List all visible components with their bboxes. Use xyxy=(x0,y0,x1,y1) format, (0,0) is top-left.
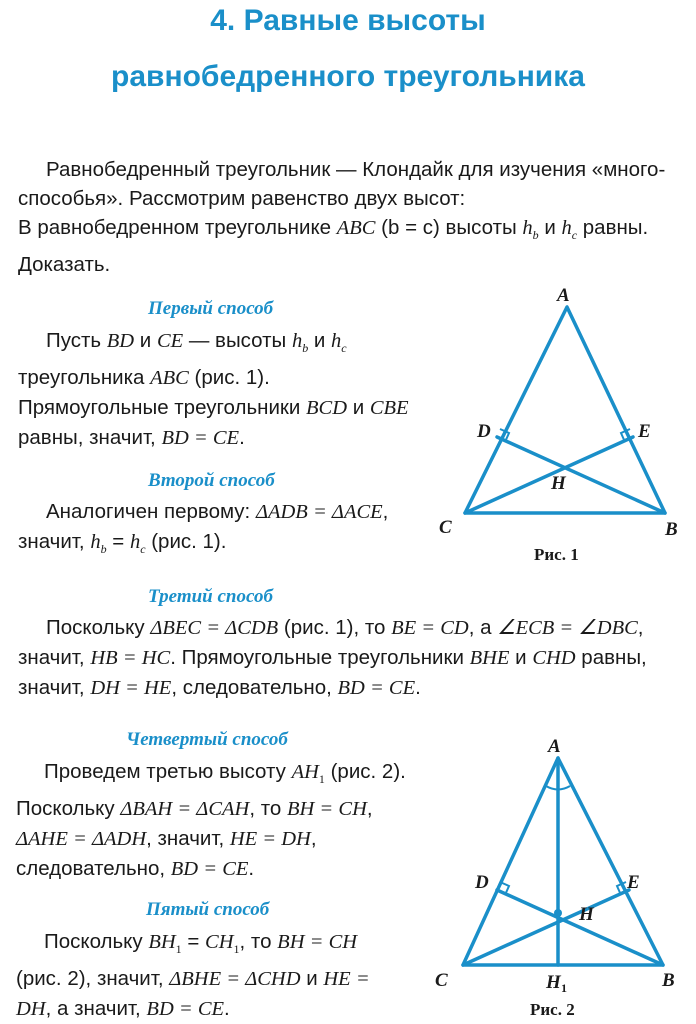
fig1-altitude-ce xyxy=(465,437,633,513)
m1-bd: BD xyxy=(106,330,135,352)
m3-eq2: BE = CD xyxy=(391,617,469,639)
m4-eq5: BD = CE xyxy=(170,858,249,881)
m4-t5: , значит, xyxy=(146,827,230,851)
m3-eq6: BD = CE xyxy=(337,677,416,699)
m1-hb-sub: b xyxy=(302,341,309,356)
m1-hb: h xyxy=(291,330,303,352)
m5-eq4: BD = CE xyxy=(146,998,225,1021)
fig1-label-b: B xyxy=(665,519,678,540)
m5-bh: BH xyxy=(148,931,176,953)
m5-eqs: = xyxy=(181,930,206,953)
m2-hb: h xyxy=(90,531,101,553)
m5-t5: , а значит, xyxy=(45,997,147,1021)
fig2-altitude-bd xyxy=(497,890,663,965)
fig1-label-d: D xyxy=(477,421,491,442)
method-2-text xyxy=(18,497,410,564)
m1-t9: . xyxy=(239,426,245,450)
m3-t8: , следовательно, xyxy=(171,676,338,699)
fig1-label-e: E xyxy=(638,421,651,442)
m5-eq1: BH = CH xyxy=(277,931,358,953)
m2-hc-sub: c xyxy=(140,542,146,557)
m1-t3: — высоты xyxy=(183,329,292,352)
altitude-hb-sub: b xyxy=(532,228,539,243)
m4-eq2: BH = CH xyxy=(286,798,367,821)
m5-t2: , то xyxy=(239,930,278,953)
method-4-heading: Четвертый способ xyxy=(126,729,288,750)
m1-t7: и xyxy=(347,396,370,420)
fig1-label-c: C xyxy=(439,517,452,538)
m3-t1: Поскольку xyxy=(46,616,151,639)
m4-ah: AH xyxy=(291,761,319,783)
m3-t7: равны, значит, xyxy=(18,646,647,699)
m2-t3: (рис. 1). xyxy=(145,530,227,553)
figure-1 xyxy=(425,285,690,575)
m1-t1: Пусть xyxy=(46,329,107,352)
m1-abc: ABC xyxy=(150,367,189,390)
method-3-heading: Третий способ xyxy=(148,586,273,607)
m4-eq3: ΔAHE = ΔADH xyxy=(16,828,147,851)
fig2-label-e: E xyxy=(627,872,640,893)
method-1-heading: Первый способ xyxy=(148,298,274,319)
m5-bh-sub: 1 xyxy=(175,942,182,957)
figure-2 xyxy=(425,730,690,1000)
m5-t1: Поскольку xyxy=(44,930,149,953)
page-title-line-1: 4. Равные высоты xyxy=(210,4,486,37)
fig2-label-c: C xyxy=(435,970,448,991)
fig2-point-h xyxy=(554,909,562,917)
method-1-text xyxy=(18,326,410,453)
m4-eq1: ΔBAH = ΔCAH xyxy=(120,798,250,821)
m3-t6: и xyxy=(509,646,533,669)
intro-and: и xyxy=(538,216,562,239)
intro-text-2: В равнобедренном треугольнике xyxy=(18,216,337,239)
fig2-label-h1-sub: 1 xyxy=(561,981,567,995)
m4-t3: , то xyxy=(249,797,287,821)
m1-eq: BD = CE xyxy=(161,427,240,450)
m1-t6: (рис. 1). Прямоугольные треугольники xyxy=(18,366,307,420)
figure-1-caption: Рис. 1 xyxy=(534,545,579,564)
triangle-abc: ABC xyxy=(336,217,376,239)
intro-text-1: Равнобедренный треугольник — Клондайк для изучения «много-способья». Рассмотрим равенство двух высот: xyxy=(18,158,666,210)
m4-ah-sub: 1 xyxy=(318,772,325,787)
m3-eq3: ∠ECB = ∠DBC xyxy=(497,617,638,639)
m1-hc-sub: c xyxy=(341,341,347,356)
m4-t1: Проведем третью высоту xyxy=(44,760,292,783)
m2-eq2: = xyxy=(106,530,130,553)
m4-t2: (рис. 2). Поскольку xyxy=(16,760,406,821)
m3-eq4: HB = HC xyxy=(90,647,171,669)
m3-t4: , значит, xyxy=(18,616,644,669)
fig2-label-h: H xyxy=(579,904,594,925)
m3-chd: CHD xyxy=(532,647,576,669)
m5-t4: и xyxy=(300,967,324,991)
fig1-label-a: A xyxy=(557,285,570,306)
m1-bcd: BCD xyxy=(306,397,348,420)
m3-t3: , а xyxy=(468,616,498,639)
intro-condition: (b = c) высоты xyxy=(375,216,523,239)
m5-t6: . xyxy=(224,997,230,1021)
altitude-hc: h xyxy=(561,217,572,239)
method-4-text xyxy=(16,757,408,884)
m4-t6: , следовательно, xyxy=(16,827,317,881)
m3-eq1: ΔBEC = ΔCDB xyxy=(150,617,279,639)
altitude-hc-sub: c xyxy=(571,228,578,243)
fig2-label-h1: H xyxy=(546,972,561,993)
m1-t4: и xyxy=(308,329,332,352)
m5-eq2: ΔBHE = ΔCHD xyxy=(169,968,301,991)
method-5-heading: Пятый способ xyxy=(146,899,270,920)
method-5-text xyxy=(16,927,408,1024)
m2-hc: h xyxy=(129,531,141,553)
fig2-label-d: D xyxy=(475,872,489,893)
m3-t9: . xyxy=(415,676,421,699)
m3-bhe: BHE xyxy=(469,647,510,669)
fig2-altitude-ce xyxy=(463,890,629,965)
m4-t4: , xyxy=(366,797,373,821)
intro-end: равны. Доказать. xyxy=(18,216,649,277)
m5-ch-sub: 1 xyxy=(233,942,240,957)
m2-hb-sub: b xyxy=(100,542,107,557)
m3-t2: (рис. 1), то xyxy=(278,616,392,639)
fig2-label-b: B xyxy=(662,970,675,991)
m4-t7: . xyxy=(248,857,255,881)
m3-t5: . Прямоугольные треугольники xyxy=(170,646,470,669)
figure-2-caption: Рис. 2 xyxy=(530,1000,575,1019)
m1-cbe: CBE xyxy=(369,397,409,420)
altitude-hb: h xyxy=(522,217,533,239)
fig1-altitude-bd xyxy=(497,437,665,513)
m5-ch: CH xyxy=(205,931,234,953)
m2-t2: , значит, xyxy=(18,500,389,553)
m4-eq4: HE = DH xyxy=(229,828,311,851)
m5-eq3: HE = DH xyxy=(16,968,370,1021)
method-2-heading: Второй способ xyxy=(148,470,275,491)
m1-t5: треугольника xyxy=(18,366,151,390)
m2-t1: Аналогичен первому: xyxy=(46,500,256,523)
fig2-label-a: A xyxy=(548,736,561,757)
intro-paragraph xyxy=(18,155,683,279)
m3-eq5: DH = HE xyxy=(90,677,172,699)
m5-t3: (рис. 2), значит, xyxy=(16,967,170,991)
m1-hc: h xyxy=(331,330,342,352)
m1-t2: и xyxy=(134,329,157,352)
m1-ce: CE xyxy=(156,330,184,352)
m2-eq: ΔADB = ΔACE xyxy=(255,501,383,523)
page-title-line-2: равнобедренного треугольника xyxy=(111,60,585,93)
m1-t8: равны, значит, xyxy=(18,426,162,450)
fig1-label-h: H xyxy=(551,473,566,494)
method-3-text xyxy=(18,613,683,703)
